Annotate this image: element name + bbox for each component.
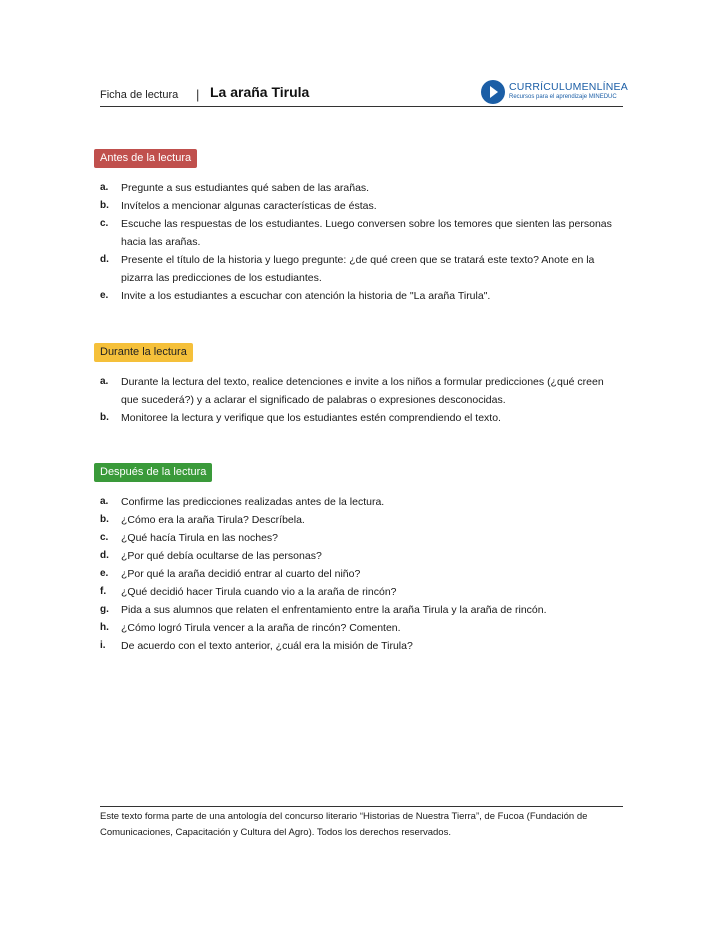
- section-heading-antes: Antes de la lectura: [94, 149, 197, 168]
- list-item: [100, 493, 620, 511]
- list-item-text: ¿Por qué debía ocultarse de las personas?: [121, 550, 322, 562]
- list-item-marker: e.: [100, 290, 109, 301]
- document-type-label: Ficha de lectura: [100, 89, 179, 101]
- list-item: [100, 409, 620, 427]
- list-item-marker: c.: [100, 532, 109, 543]
- section-heading-despues: Después de la lectura: [94, 463, 212, 482]
- list-item: [100, 511, 620, 529]
- list-item: [100, 637, 620, 655]
- list-item-marker: i.: [100, 640, 106, 651]
- list-item-text: Confirme las predicciones realizadas antes de la lectura.: [121, 496, 385, 508]
- list-item-marker: b.: [100, 412, 109, 423]
- list-item: [100, 215, 620, 251]
- page-header: [100, 80, 628, 108]
- list-item-text: De acuerdo con el texto anterior, ¿cuál era la misión de Tirula?: [121, 640, 413, 652]
- list-item-marker: a.: [100, 182, 109, 193]
- list-item-marker: b.: [100, 514, 109, 525]
- list-item: [100, 547, 620, 565]
- list-item: [100, 197, 620, 215]
- list-item-marker: f.: [100, 586, 107, 597]
- list-item: [100, 565, 620, 583]
- list-item-marker: h.: [100, 622, 109, 633]
- list-item-text: ¿Cómo logró Tirula vencer a la araña de rincón? Comenten.: [121, 622, 401, 634]
- document-title: La araña Tirula: [210, 84, 310, 100]
- list-item: [100, 583, 620, 601]
- list-item-text: ¿Por qué la araña decidió entrar al cuarto del niño?: [121, 568, 361, 580]
- list-item-text: ¿Qué decidió hacer Tirula cuando vio a la araña de rincón?: [121, 586, 397, 598]
- list-item-text: Invite a los estudiantes a escuchar con atención la historia de "La araña Tirula".: [121, 290, 491, 302]
- list-item-text: Pida a sus alumnos que relaten el enfrentamiento entre la araña Tirula y la araña de rincón.: [121, 604, 547, 616]
- list-item-marker: a.: [100, 376, 109, 387]
- list-item-marker: a.: [100, 496, 109, 507]
- play-arrow-icon: [481, 80, 505, 104]
- footer-divider: [100, 806, 623, 807]
- footer-note: Este texto forma parte de una antología del concurso literario “Historias de Nuestra Tierra”, de Fucoa (Fundación de Comunicaciones, Capacitación y Cultura del Agro). Todos los derechos reservados.: [100, 811, 588, 838]
- section-list-antes: [100, 179, 620, 305]
- list-item: [100, 601, 620, 619]
- section-list-despues: [100, 493, 620, 655]
- header-separator: |: [196, 87, 200, 102]
- list-item-text: Presente el título de la historia y luego pregunte: ¿de qué creen que se tratará este texto? Anote en la pizarra las predicciones de los estudiantes.: [121, 254, 595, 284]
- list-item-text: Monitoree la lectura y verifique que los estudiantes estén comprendiendo el texto.: [121, 412, 501, 424]
- section-list-durante: [100, 373, 620, 427]
- list-item-text: Escuche las respuestas de los estudiantes. Luego conversen sobre los temores que sienten las personas hacia las arañas.: [121, 218, 612, 248]
- list-item: [100, 529, 620, 547]
- list-item-marker: d.: [100, 550, 109, 561]
- list-item-text: Durante la lectura del texto, realice detenciones e invite a los niños a formular predicciones (¿qué creen que sucederá?) y a aclarar el significado de palabras o expresiones desconocidas.: [121, 376, 604, 406]
- list-item-text: ¿Cómo era la araña Tirula? Descríbela.: [121, 514, 305, 526]
- list-item-marker: d.: [100, 254, 109, 265]
- list-item-marker: b.: [100, 200, 109, 211]
- list-item-text: Pregunte a sus estudiantes qué saben de las arañas.: [121, 182, 370, 194]
- logo-name: CURRÍCULUMENLÍNEA: [509, 81, 628, 93]
- list-item-text: Invítelos a mencionar algunas características de éstas.: [121, 200, 377, 212]
- list-item-marker: e.: [100, 568, 109, 579]
- list-item-text: ¿Qué hacía Tirula en las noches?: [121, 532, 279, 544]
- list-item: [100, 373, 620, 409]
- list-item-marker: c.: [100, 218, 109, 229]
- list-item-marker: g.: [100, 604, 109, 615]
- section-heading-durante: Durante la lectura: [94, 343, 193, 362]
- list-item: [100, 251, 620, 287]
- logo-tagline: Recursos para el aprendizaje MINEDUC: [509, 94, 617, 100]
- list-item: [100, 287, 620, 305]
- curriculum-en-linea-logo[interactable]: [481, 80, 628, 106]
- list-item: [100, 179, 620, 197]
- list-item: [100, 619, 620, 637]
- header-divider: [100, 106, 623, 107]
